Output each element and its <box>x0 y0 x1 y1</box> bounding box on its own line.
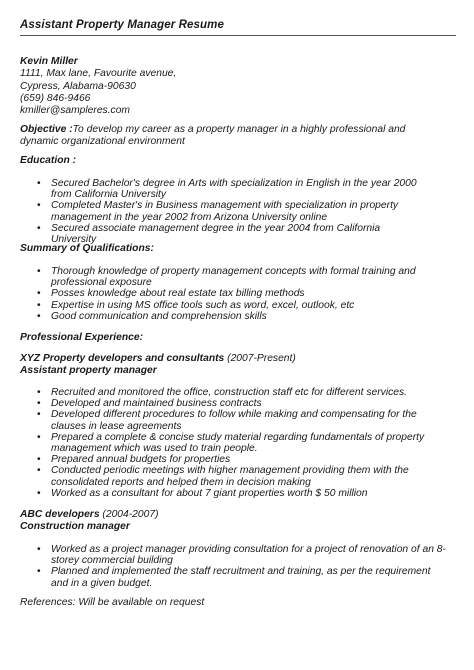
qualifications-heading <box>20 243 460 255</box>
list-item: • Conducted periodic meetings with higher management providing them with the consolidated reports and helped them in decision making <box>20 465 450 487</box>
list-item: • Worked as a consultant for about 7 giant properties worth $ 50 million <box>20 488 450 499</box>
job-header <box>20 509 460 534</box>
qualifications-heading-text: Summary of Qualifications: <box>20 243 154 254</box>
list-item: • Good communication and comprehension skills <box>20 311 420 322</box>
job-2-duties <box>20 544 450 589</box>
education-heading <box>20 155 460 167</box>
job-1-duties <box>20 387 450 499</box>
job-role: Assistant property manager <box>20 365 157 377</box>
company-name: XYZ Property developers and consultants <box>20 353 225 364</box>
list-item: • Secured associate management degree in the year 2004 from California University <box>20 223 420 245</box>
list-item: • Recruited and monitored the office, construction staff etc for different services. <box>20 387 450 398</box>
job-role: Construction manager <box>20 521 130 533</box>
education-list <box>20 178 420 245</box>
title-divider <box>20 35 456 36</box>
applicant-name: Kevin Miller <box>20 56 78 67</box>
education-heading-text: Education : <box>20 155 77 166</box>
objective-text: To develop my career as a property manager in a highly professional and dynamic organizational environment <box>20 124 406 148</box>
address-line-1: 1111, Max lane, Favourite avenue, <box>20 68 177 80</box>
list-item: • Thorough knowledge of property management concepts with formal training and professional exposure <box>20 266 420 288</box>
qualifications-list <box>20 266 420 322</box>
document-title: Assistant Property Manager Resume <box>20 19 224 31</box>
list-item: • Worked as a project manager providing consultation for a project of renovation of an 8-storey commercial building <box>20 544 450 566</box>
company-name: ABC developers <box>20 509 100 520</box>
list-item: • Planned and implemented the staff recruitment and training, as per the requirement and in a given budget. <box>20 566 450 588</box>
address-line-2: Cypress, Alabama-90630 <box>20 80 136 92</box>
experience-heading <box>20 332 460 344</box>
email-address: kmiller@sampleres.com <box>20 105 131 117</box>
employment-period: (2004-2007) <box>99 509 159 520</box>
list-item: • Developed different procedures to follow while making and compensating for the clauses in lease agreements <box>20 409 450 431</box>
list-item: • Posses knowledge about real estate tax billing methods <box>20 288 420 299</box>
phone-number: (659) 846-9466 <box>20 92 91 104</box>
list-item: • Completed Master's in Business management with specialization in property management in the year 2002 from Arizona University online <box>20 200 420 222</box>
list-item: • Secured Bachelor's degree in Arts with specialization in English in the year 2000 from California University <box>20 178 420 200</box>
experience-heading-text: Professional Experience: <box>20 332 144 343</box>
list-item: • Prepared a complete & concise study material regarding fundamentals of property management which was used to train people. <box>20 432 450 454</box>
contact-block <box>20 56 460 117</box>
objective-label: Objective : <box>20 124 73 135</box>
employment-period: (2007-Present) <box>224 353 296 364</box>
references-line: References: Will be available on request <box>20 597 205 608</box>
objective-section <box>20 124 440 149</box>
list-item: • Prepared annual budgets for properties <box>20 454 450 465</box>
list-item: • Expertise in using MS office tools such as word, excel, outlook, etc <box>20 300 420 311</box>
list-item: • Developed and maintained business contracts <box>20 398 450 409</box>
job-header <box>20 353 460 378</box>
